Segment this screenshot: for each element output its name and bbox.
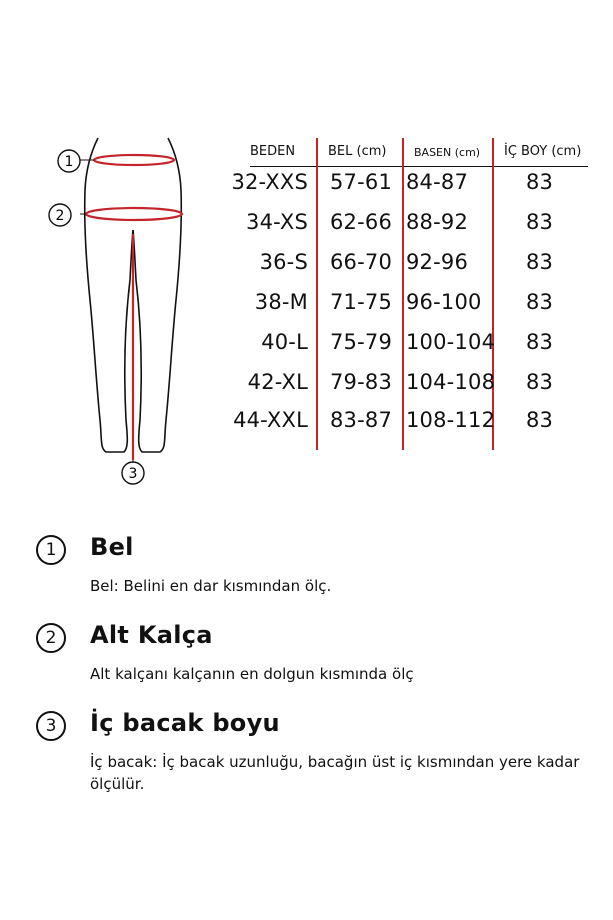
hip-cell: 108-112 xyxy=(406,408,496,432)
waist-cell: 75-79 xyxy=(330,330,393,354)
marker-1-icon xyxy=(58,150,80,172)
table-row xyxy=(226,170,596,210)
svg-text:2: 2 xyxy=(55,208,65,224)
header-divider xyxy=(250,166,588,167)
table-row xyxy=(226,370,596,410)
header-basen: BASEN (cm) xyxy=(414,146,481,159)
table-row xyxy=(226,290,596,330)
hip-cell: 96-100 xyxy=(406,290,482,314)
size-cell: 34-XS xyxy=(246,210,308,234)
table-row xyxy=(226,250,596,290)
inseam-cell: 83 xyxy=(526,370,554,394)
svg-text:3: 3 xyxy=(128,466,138,482)
waist-cell: 79-83 xyxy=(330,370,393,394)
number-1-icon: 1 xyxy=(36,535,66,565)
inseam-cell: 83 xyxy=(526,170,554,194)
waist-cell: 83-87 xyxy=(330,408,393,432)
legend-title: Bel xyxy=(90,533,134,561)
size-cell: 36-S xyxy=(259,250,308,274)
body-measurement-figure xyxy=(40,130,200,490)
header-ic-boy: İÇ BOY (cm) xyxy=(504,144,582,159)
legend-description: İç bacak: İç bacak uzunluğu, bacağın üst iç kısmından yere kadar ölçülür. xyxy=(90,753,580,793)
hip-measure-line xyxy=(86,208,182,220)
waist-cell: 66-70 xyxy=(330,250,393,274)
size-cell: 38-M xyxy=(254,290,308,314)
inseam-cell: 83 xyxy=(526,408,554,432)
svg-text:1: 1 xyxy=(64,154,74,170)
inseam-cell: 83 xyxy=(526,250,554,274)
inseam-cell: 83 xyxy=(526,330,554,354)
size-cell: 32-XXS xyxy=(231,170,308,194)
waist-cell: 62-66 xyxy=(330,210,393,234)
hip-cell: 88-92 xyxy=(406,210,469,234)
hip-cell: 84-87 xyxy=(406,170,469,194)
header-bel: BEL (cm) xyxy=(328,144,387,159)
legend-description: Bel: Belini en dar kısmından ölç. xyxy=(90,577,332,595)
waist-cell: 71-75 xyxy=(330,290,393,314)
table-row xyxy=(226,330,596,370)
inseam-cell: 83 xyxy=(526,290,554,314)
waist-cell: 57-61 xyxy=(330,170,393,194)
legend-title: İç bacak boyu xyxy=(90,709,280,737)
table-row xyxy=(226,210,596,250)
size-cell: 40-L xyxy=(261,330,308,354)
number-3-icon: 3 xyxy=(36,711,66,741)
hip-cell: 92-96 xyxy=(406,250,469,274)
marker-2-icon xyxy=(49,204,71,226)
waist-measure-line xyxy=(94,155,174,165)
inseam-cell: 83 xyxy=(526,210,554,234)
hip-cell: 100-104 xyxy=(406,330,496,354)
marker-3-icon xyxy=(122,462,144,484)
legend-description: Alt kalçanı kalçanın en dolgun kısmında ölç xyxy=(90,665,414,683)
size-cell: 44-XXL xyxy=(233,408,308,432)
header-beden: BEDEN xyxy=(250,144,296,159)
table-row xyxy=(226,408,596,448)
size-cell: 42-XL xyxy=(247,370,308,394)
legs-outline-illustration xyxy=(40,130,200,490)
hip-cell: 104-108 xyxy=(406,370,496,394)
legend-title: Alt Kalça xyxy=(90,621,213,649)
number-2-icon: 2 xyxy=(36,623,66,653)
